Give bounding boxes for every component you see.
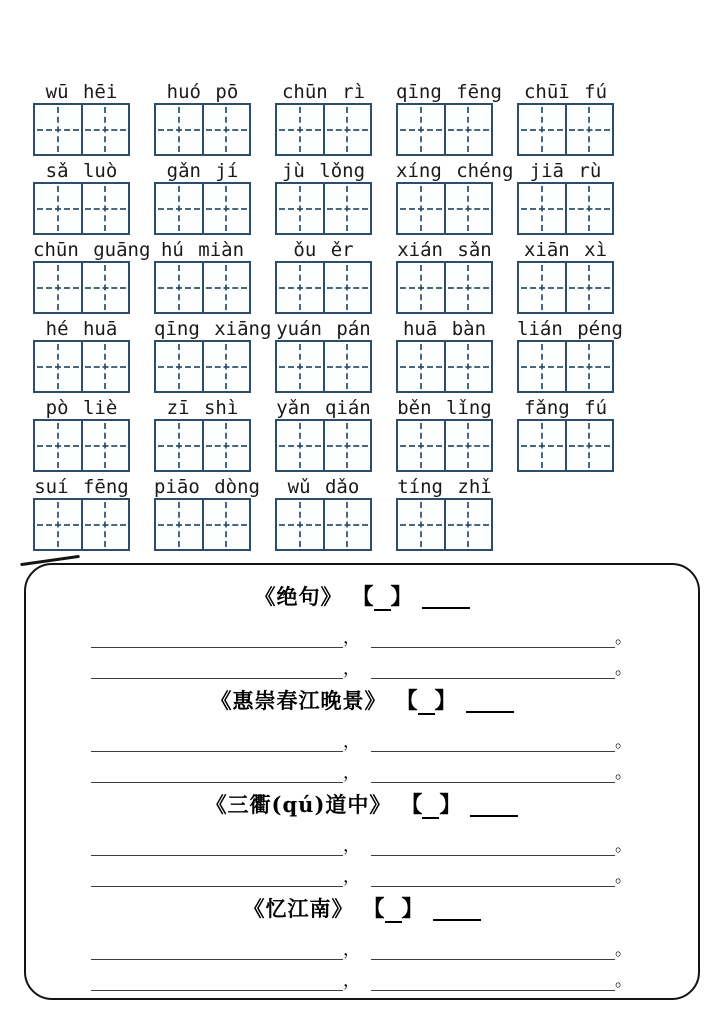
poem-title-row [26, 789, 698, 819]
tianzige-cell[interactable] [565, 263, 613, 312]
vocab-item [275, 82, 372, 156]
tianzige-cell[interactable] [202, 105, 250, 154]
vocab-item [33, 319, 130, 393]
tianzige-cell[interactable] [202, 421, 250, 470]
writing-grid[interactable] [154, 340, 251, 393]
tianzige-cell[interactable] [323, 500, 371, 549]
writing-grid[interactable] [33, 103, 130, 156]
tianzige-cell[interactable] [156, 263, 202, 312]
tianzige-cell[interactable] [35, 184, 81, 233]
vocab-item [33, 239, 151, 314]
author-blank[interactable] [433, 901, 481, 921]
writing-grid[interactable] [396, 261, 493, 314]
comma: ， [343, 836, 360, 856]
bracket-open: 【 [395, 689, 418, 714]
comma: ， [343, 659, 360, 679]
poem-section [26, 789, 698, 891]
poem-title-row [26, 685, 698, 715]
writing-grid[interactable] [396, 419, 493, 472]
verse-blank[interactable] [371, 655, 615, 679]
pinyin-label: gǎn jí [166, 160, 239, 182]
comma: ， [343, 732, 360, 752]
author-blank[interactable] [422, 589, 470, 609]
poem-section [26, 581, 698, 683]
tianzige-cell[interactable] [277, 263, 323, 312]
vocab-item [154, 240, 251, 314]
dynasty-blank[interactable] [385, 901, 402, 923]
dynasty-bracket [351, 585, 412, 611]
tianzige-cell[interactable] [81, 105, 129, 154]
writing-grid[interactable] [275, 498, 372, 551]
writing-grid[interactable] [33, 261, 130, 314]
writing-grid[interactable] [517, 103, 614, 156]
vocab-item [154, 318, 272, 393]
pinyin-label: hé huā [45, 318, 118, 340]
period: 。 [615, 628, 632, 648]
tianzige-cell[interactable] [202, 500, 250, 549]
writing-grid[interactable] [275, 340, 372, 393]
vocab-item [275, 477, 372, 551]
writing-grid[interactable] [396, 103, 493, 156]
tianzige-cell[interactable] [202, 184, 250, 233]
vocab-item [396, 477, 493, 551]
bracket-close: 】 [434, 689, 457, 714]
tianzige-cell[interactable] [35, 421, 81, 470]
pinyin-label: ǒu ěr [293, 239, 354, 261]
tianzige-cell[interactable] [35, 500, 81, 549]
pinyin-label: yuán pán [276, 318, 371, 340]
pinyin-label: wū hēi [45, 81, 118, 103]
verse-blank[interactable] [371, 936, 615, 960]
dynasty-bracket [395, 689, 456, 715]
vocab-item [396, 398, 493, 472]
poem-section [26, 893, 698, 995]
verse-line [26, 962, 698, 991]
vocab-item [517, 161, 614, 235]
writing-grid[interactable] [154, 261, 251, 314]
period: 。 [615, 659, 632, 679]
vocab-row [0, 477, 724, 551]
tianzige-cell[interactable] [156, 184, 202, 233]
writing-grid[interactable] [517, 261, 614, 314]
period: 。 [615, 763, 632, 783]
tianzige-cell[interactable] [277, 342, 323, 391]
vocab-item [517, 240, 614, 314]
writing-grid[interactable] [396, 498, 493, 551]
vocab-item [275, 161, 372, 235]
verse-blank[interactable] [91, 832, 343, 856]
tianzige-cell[interactable] [277, 105, 323, 154]
verse-blank[interactable] [91, 624, 343, 648]
vocab-item [275, 319, 372, 393]
verse-blank[interactable] [371, 863, 615, 887]
vocab-row [0, 161, 724, 235]
bracket-close: 】 [390, 585, 413, 610]
tianzige-cell[interactable] [398, 263, 444, 312]
pinyin-label: fǎng fú [523, 397, 608, 419]
tianzige-cell[interactable] [398, 500, 444, 549]
comma: ， [343, 940, 360, 960]
verse-blank[interactable] [91, 863, 343, 887]
vocab-item [33, 82, 130, 156]
writing-grid[interactable] [33, 340, 130, 393]
pinyin-label: huó pō [166, 81, 239, 103]
comma: ， [343, 763, 360, 783]
pinyin-label: jiā rù [529, 160, 602, 182]
pinyin-label: hú miàn [160, 239, 245, 261]
writing-grid[interactable] [275, 419, 372, 472]
tianzige-cell[interactable] [323, 342, 371, 391]
writing-grid[interactable] [275, 261, 372, 314]
writing-grid[interactable] [33, 419, 130, 472]
poem-title: 《绝句》 [254, 584, 343, 609]
tianzige-cell[interactable] [323, 184, 371, 233]
vocab-item [154, 398, 251, 472]
pinyin-label: xíng chéng [396, 160, 514, 182]
tianzige-cell[interactable] [35, 105, 81, 154]
pinyin-label: xiān xì [523, 239, 608, 261]
tianzige-cell[interactable] [519, 263, 565, 312]
poem-title-row [26, 581, 698, 611]
pinyin-label: piāo dòng [154, 476, 260, 498]
vocab-item [275, 240, 372, 314]
writing-grid[interactable] [517, 340, 614, 393]
tianzige-cell[interactable] [444, 263, 492, 312]
tianzige-cell[interactable] [444, 342, 492, 391]
vocab-item [517, 318, 623, 393]
bracket-open: 【 [400, 793, 423, 818]
poem-title: 《忆江南》 [243, 896, 354, 921]
tianzige-cell[interactable] [323, 263, 371, 312]
verse-line [26, 827, 698, 856]
poem-section [26, 685, 698, 787]
pinyin-label: sǎ luò [45, 160, 118, 182]
writing-grid[interactable] [154, 498, 251, 551]
vocab-item [396, 160, 514, 235]
vocab-item [154, 476, 260, 551]
vocab-item [33, 477, 130, 551]
tianzige-cell[interactable] [277, 184, 323, 233]
comma: ， [343, 628, 360, 648]
poem-title: 《三衢(qú)道中》 [205, 792, 392, 817]
tianzige-cell[interactable] [398, 105, 444, 154]
comma: ， [343, 971, 360, 991]
tianzige-cell[interactable] [81, 421, 129, 470]
tianzige-cell[interactable] [565, 342, 613, 391]
period: 。 [615, 867, 632, 887]
verse-blank[interactable] [91, 936, 343, 960]
vocab-item [154, 161, 251, 235]
period: 。 [615, 940, 632, 960]
tianzige-cell[interactable] [519, 184, 565, 233]
verse-line [26, 931, 698, 960]
verse-blank[interactable] [371, 967, 615, 991]
tianzige-cell[interactable] [444, 105, 492, 154]
tianzige-cell[interactable] [156, 500, 202, 549]
pinyin-label: wǔ dǎo [287, 476, 360, 498]
tianzige-cell[interactable] [81, 500, 129, 549]
tianzige-cell[interactable] [81, 342, 129, 391]
author-blank[interactable] [466, 693, 514, 713]
poem-title-row [26, 893, 698, 923]
pinyin-label: lián péng [517, 318, 623, 340]
pinyin-label: chūn guāng [33, 239, 151, 261]
vocab-row [0, 319, 724, 393]
tianzige-cell[interactable] [156, 105, 202, 154]
verse-blank[interactable] [91, 759, 343, 783]
verse-line [26, 650, 698, 679]
verse-blank[interactable] [91, 655, 343, 679]
bracket-close: 】 [401, 897, 424, 922]
vocab-item [517, 82, 614, 156]
pinyin-label: xián sǎn [397, 239, 492, 261]
vocab-row [0, 240, 724, 314]
pinyin-label: suí fēng [34, 476, 129, 498]
tianzige-cell[interactable] [35, 342, 81, 391]
bracket-close: 】 [439, 793, 462, 818]
tianzige-cell[interactable] [565, 184, 613, 233]
tianzige-cell[interactable] [444, 421, 492, 470]
tianzige-cell[interactable] [323, 421, 371, 470]
period: 。 [615, 836, 632, 856]
tianzige-cell[interactable] [277, 500, 323, 549]
vocab-item [517, 398, 614, 472]
vocab-row [0, 398, 724, 472]
tianzige-cell[interactable] [565, 421, 613, 470]
tianzige-cell[interactable] [398, 342, 444, 391]
vocab-item [396, 319, 493, 393]
writing-grid[interactable] [396, 340, 493, 393]
verse-blank[interactable] [371, 759, 615, 783]
writing-grid[interactable] [275, 103, 372, 156]
tianzige-cell[interactable] [156, 421, 202, 470]
writing-grid[interactable] [154, 419, 251, 472]
verse-line [26, 754, 698, 783]
dynasty-bracket [362, 897, 423, 923]
dynasty-blank[interactable] [422, 797, 439, 819]
writing-grid[interactable] [517, 182, 614, 235]
tianzige-cell[interactable] [444, 184, 492, 233]
tianzige-cell[interactable] [156, 342, 202, 391]
writing-grid[interactable] [275, 182, 372, 235]
verse-blank[interactable] [371, 832, 615, 856]
tianzige-cell[interactable] [519, 421, 565, 470]
period: 。 [615, 732, 632, 752]
tianzige-cell[interactable] [202, 263, 250, 312]
comma: ， [343, 867, 360, 887]
verse-blank[interactable] [371, 728, 615, 752]
pinyin-label: huā bàn [402, 318, 487, 340]
writing-grid[interactable] [396, 182, 493, 235]
tianzige-cell[interactable] [398, 421, 444, 470]
vocab-row [0, 82, 724, 156]
tianzige-cell[interactable] [323, 105, 371, 154]
vocab-item [275, 398, 372, 472]
dynasty-bracket [400, 793, 461, 819]
tianzige-cell[interactable] [398, 184, 444, 233]
vocab-item [396, 240, 493, 314]
tianzige-cell[interactable] [565, 105, 613, 154]
pinyin-label: jù lǒng [281, 160, 366, 182]
tianzige-cell[interactable] [277, 421, 323, 470]
bracket-open: 【 [351, 585, 374, 610]
poem-recitation-box [24, 563, 700, 1000]
pinyin-label: pò liè [45, 397, 118, 419]
pinyin-label: qīng fēng [396, 81, 502, 103]
vocab-item [33, 398, 130, 472]
tianzige-cell[interactable] [81, 184, 129, 233]
bracket-open: 【 [362, 897, 385, 922]
pinyin-label: qīng xiāng [154, 318, 272, 340]
verse-blank[interactable] [371, 624, 615, 648]
tianzige-cell[interactable] [519, 342, 565, 391]
tianzige-cell[interactable] [444, 500, 492, 549]
pinyin-label: chūn rì [281, 81, 366, 103]
writing-grid[interactable] [154, 103, 251, 156]
verse-blank[interactable] [91, 967, 343, 991]
tianzige-cell[interactable] [202, 342, 250, 391]
verse-line [26, 619, 698, 648]
verse-blank[interactable] [91, 728, 343, 752]
pinyin-label: zī shì [166, 397, 239, 419]
vocab-item [396, 81, 502, 156]
verse-line [26, 858, 698, 887]
pinyin-label: tíng zhǐ [397, 476, 492, 498]
period: 。 [615, 971, 632, 991]
verse-line [26, 723, 698, 752]
dynasty-blank[interactable] [418, 693, 435, 715]
pinyin-label: běn lǐng [397, 397, 492, 419]
tianzige-cell[interactable] [519, 105, 565, 154]
dynasty-blank[interactable] [374, 589, 391, 611]
poem-title: 《惠崇春江晚景》 [210, 688, 387, 713]
pinyin-label: yǎn qián [276, 397, 371, 419]
writing-grid[interactable] [154, 182, 251, 235]
tianzige-cell[interactable] [81, 263, 129, 312]
writing-grid[interactable] [33, 182, 130, 235]
vocab-item [154, 82, 251, 156]
writing-grid[interactable] [517, 419, 614, 472]
vocab-item [33, 161, 130, 235]
tianzige-cell[interactable] [35, 263, 81, 312]
pinyin-label: chūī fú [523, 81, 608, 103]
author-blank[interactable] [470, 797, 518, 817]
writing-grid[interactable] [33, 498, 130, 551]
